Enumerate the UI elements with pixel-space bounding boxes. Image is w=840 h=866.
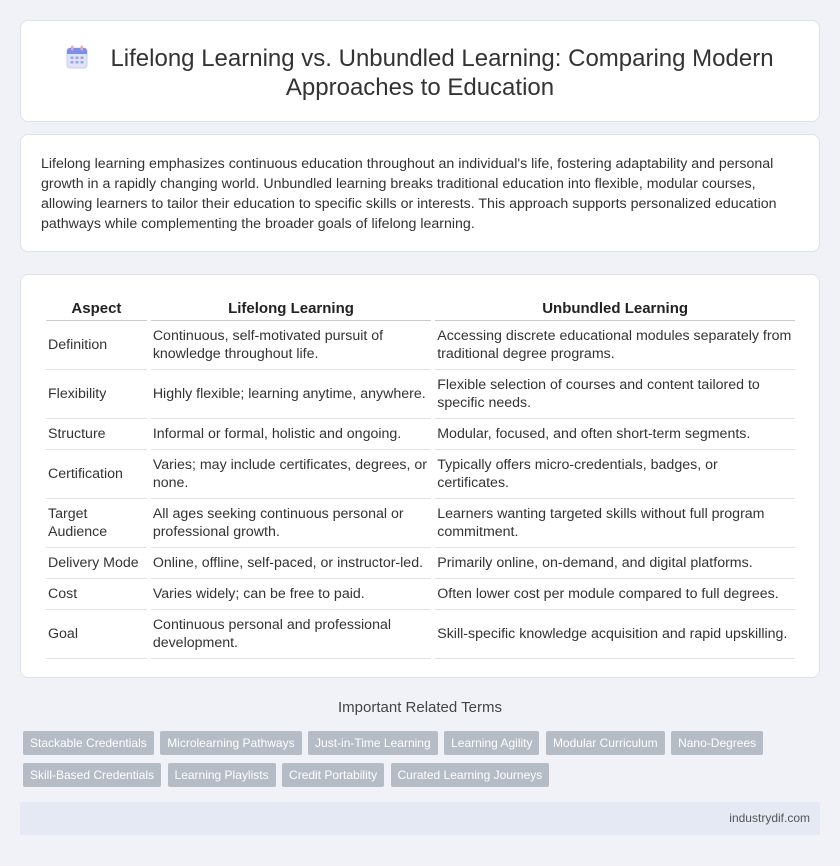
- row-aspect: Certification: [46, 450, 147, 499]
- row-aspect: Flexibility: [46, 370, 147, 419]
- row-lifelong: Informal or formal, holistic and ongoing.: [151, 419, 431, 450]
- table-row: [46, 321, 795, 370]
- comparison-card: [20, 274, 820, 678]
- related-term-tag[interactable]: Microlearning Pathways: [160, 731, 301, 755]
- related-term-tag[interactable]: Learning Playlists: [168, 763, 276, 787]
- row-unbundled: Learners wanting targeted skills without full program commitment.: [435, 499, 795, 548]
- related-term-tag[interactable]: Stackable Credentials: [23, 731, 154, 755]
- table-row: [46, 548, 795, 579]
- row-lifelong: Continuous, self-motivated pursuit of knowledge throughout life.: [151, 321, 431, 370]
- footer-source: industrydif.com: [729, 811, 810, 825]
- calendar-icon: [66, 45, 88, 69]
- table-header-row: [46, 294, 795, 321]
- header-aspect: Aspect: [46, 294, 147, 321]
- header-lifelong: Lifelong Learning: [151, 294, 431, 321]
- row-unbundled: Primarily online, on-demand, and digital platforms.: [435, 548, 795, 579]
- row-aspect: Structure: [46, 419, 147, 450]
- related-term-tag[interactable]: Modular Curriculum: [546, 731, 665, 755]
- related-terms-list: [23, 731, 813, 795]
- table-row: [46, 450, 795, 499]
- page-title-wrap: [21, 44, 819, 102]
- related-term-tag[interactable]: Credit Portability: [282, 763, 384, 787]
- related-term-tag[interactable]: Learning Agility: [444, 731, 539, 755]
- page-title: Lifelong Learning vs. Unbundled Learning: Comparing Modern Approaches to Education: [110, 45, 774, 101]
- row-unbundled: Skill-specific knowledge acquisition and rapid upskilling.: [435, 610, 795, 659]
- table-row: [46, 419, 795, 450]
- related-term-tag[interactable]: Skill-Based Credentials: [23, 763, 161, 787]
- row-unbundled: Flexible selection of courses and content tailored to specific needs.: [435, 370, 795, 419]
- related-term-tag[interactable]: Curated Learning Journeys: [391, 763, 550, 787]
- row-aspect: Goal: [46, 610, 147, 659]
- header-card: [20, 20, 820, 122]
- row-unbundled: Modular, focused, and often short-term segments.: [435, 419, 795, 450]
- header-unbundled: Unbundled Learning: [435, 294, 795, 321]
- row-unbundled: Often lower cost per module compared to full degrees.: [435, 579, 795, 610]
- related-term-tag[interactable]: Just-in-Time Learning: [308, 731, 438, 755]
- related-term-tag[interactable]: Nano-Degrees: [671, 731, 763, 755]
- table-row: [46, 610, 795, 659]
- table-row: [46, 579, 795, 610]
- footer-bar: [20, 802, 820, 835]
- table-row: [46, 499, 795, 548]
- row-aspect: Definition: [46, 321, 147, 370]
- row-unbundled: Typically offers micro-credentials, badges, or certificates.: [435, 450, 795, 499]
- row-lifelong: Continuous personal and professional development.: [151, 610, 431, 659]
- comparison-table: [42, 294, 799, 659]
- row-aspect: Target Audience: [46, 499, 147, 548]
- row-lifelong: All ages seeking continuous personal or professional growth.: [151, 499, 431, 548]
- row-unbundled: Accessing discrete educational modules separately from traditional degree programs.: [435, 321, 795, 370]
- intro-card: [20, 134, 820, 252]
- row-lifelong: Online, offline, self-paced, or instructor-led.: [151, 548, 431, 579]
- related-terms-title: Important Related Terms: [338, 699, 502, 716]
- row-aspect: Cost: [46, 579, 147, 610]
- row-lifelong: Varies; may include certificates, degrees, or none.: [151, 450, 431, 499]
- row-lifelong: Varies widely; can be free to paid.: [151, 579, 431, 610]
- intro-paragraph: Lifelong learning emphasizes continuous education throughout an individual's life, fostering adaptability and personal growth in a rapidly changing world. Unbundled learning breaks traditional education into flexible, modular courses, allowing learners to tailor their education to specific skills or interests. This approach supports personalized education pathways while complementing the broader goals of lifelong learning.: [41, 156, 777, 232]
- row-aspect: Delivery Mode: [46, 548, 147, 579]
- row-lifelong: Highly flexible; learning anytime, anywhere.: [151, 370, 431, 419]
- table-row: [46, 370, 795, 419]
